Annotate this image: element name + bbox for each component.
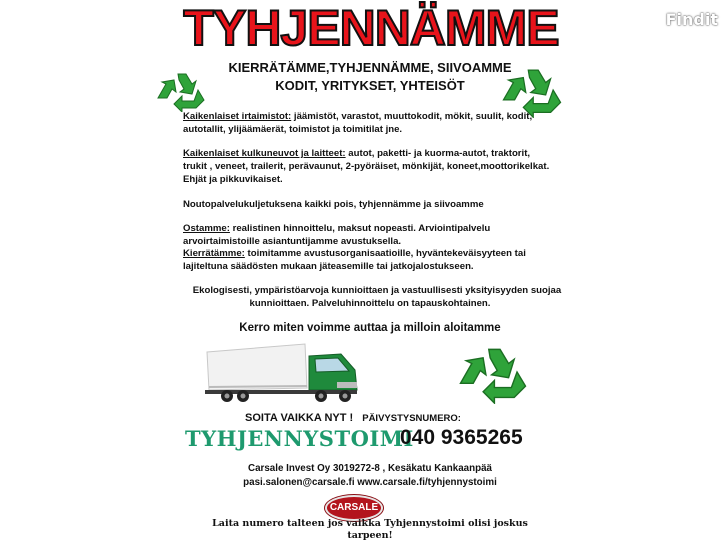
- footer-note: Laita numero talteen jos vaikka Tyhjennystoimi olisi joskus tarpeen!: [212, 518, 528, 541]
- carsale-logo: CARSALE: [325, 495, 383, 521]
- section-nouto: Noutopalvelukuljetuksena kaikki pois, tyhjennämme ja siivoamme: [183, 199, 484, 210]
- cta-paivystys: PÄIVYSTYSNUMERO:: [362, 413, 461, 424]
- brand-name: TYHJENNYSTOIMI: [185, 426, 414, 451]
- ostamme-text: realistinen hinnoittelu, maksut nopeasti. Arviointipalvelu arvoirtaimistoille asiantuntijamme avustuksella.: [183, 223, 491, 247]
- cta-kerro: Kerro miten voimme auttaa ja milloin aloitamme: [239, 322, 501, 334]
- recycle-icon-large: [452, 340, 534, 404]
- section-eko: Ekologisesti, ympäristöarvoja kunnioittaen ja vastuullisesti yksityisyyden suojaa kunnioittaen. Palveluhinnoittelu on tapauskohtainen.: [192, 285, 562, 309]
- kulkuneuvot-text: autot, paketti- ja kuorma-autot, traktorit, trukit , veneet, trailerit, perävaunut, 2-pyöräiset, mönkijät, koneet,moottorikelkat. Ehjät ja pikkuvikaiset.: [183, 148, 550, 185]
- section-ostamme: [183, 222, 553, 248]
- company-line-1: Carsale Invest Oy 3019272-8 , Kesäkatu Kankaanpää: [248, 463, 492, 474]
- section-kulkuneuvot: [183, 147, 553, 186]
- company-info: [170, 462, 570, 490]
- cta-soita: SOITA VAIKKA NYT !: [245, 412, 354, 424]
- irtaimistot-text: jäämistöt, varastot, muuttokodit, mökit, suulit, kodit, autotallit, ylijäämäerät, toimistot ja toimitilat jne.: [183, 111, 533, 135]
- cta-soita-row: [245, 412, 461, 424]
- subline-2: KODIT, YRITYKSET, YHTEISÖT: [275, 78, 465, 93]
- section-irtaimistot: [183, 110, 553, 136]
- section-kierratamme: [183, 247, 553, 273]
- kulkuneuvot-label: Kaikenlaiset kulkuneuvot ja laitteet:: [183, 148, 346, 159]
- irtaimistot-label: Kaikenlaiset irtaimistot:: [183, 111, 292, 122]
- company-line-2[interactable]: pasi.salonen@carsale.fi www.carsale.fi/tyhjennystoimi: [243, 477, 497, 488]
- findit-watermark: Findit: [665, 10, 718, 29]
- ostamme-label: Ostamme:: [183, 223, 230, 234]
- subline-1: KIERRÄTÄMME,TYHJENNÄMME, SIIVOAMME: [228, 60, 512, 75]
- kierratamme-text: toimitamme avustusorganisaatioille, hyväntekeväisyyteen tai lajiteltuna säädösten mukaan jäteasemille tai jatkojalostukseen.: [183, 248, 526, 272]
- headline: TYHJENNÄMME: [183, 0, 559, 56]
- kierratamme-label: Kierrätämme:: [183, 248, 245, 259]
- truck-illustration: [205, 340, 370, 405]
- phone-number[interactable]: 040 9365265: [400, 426, 523, 449]
